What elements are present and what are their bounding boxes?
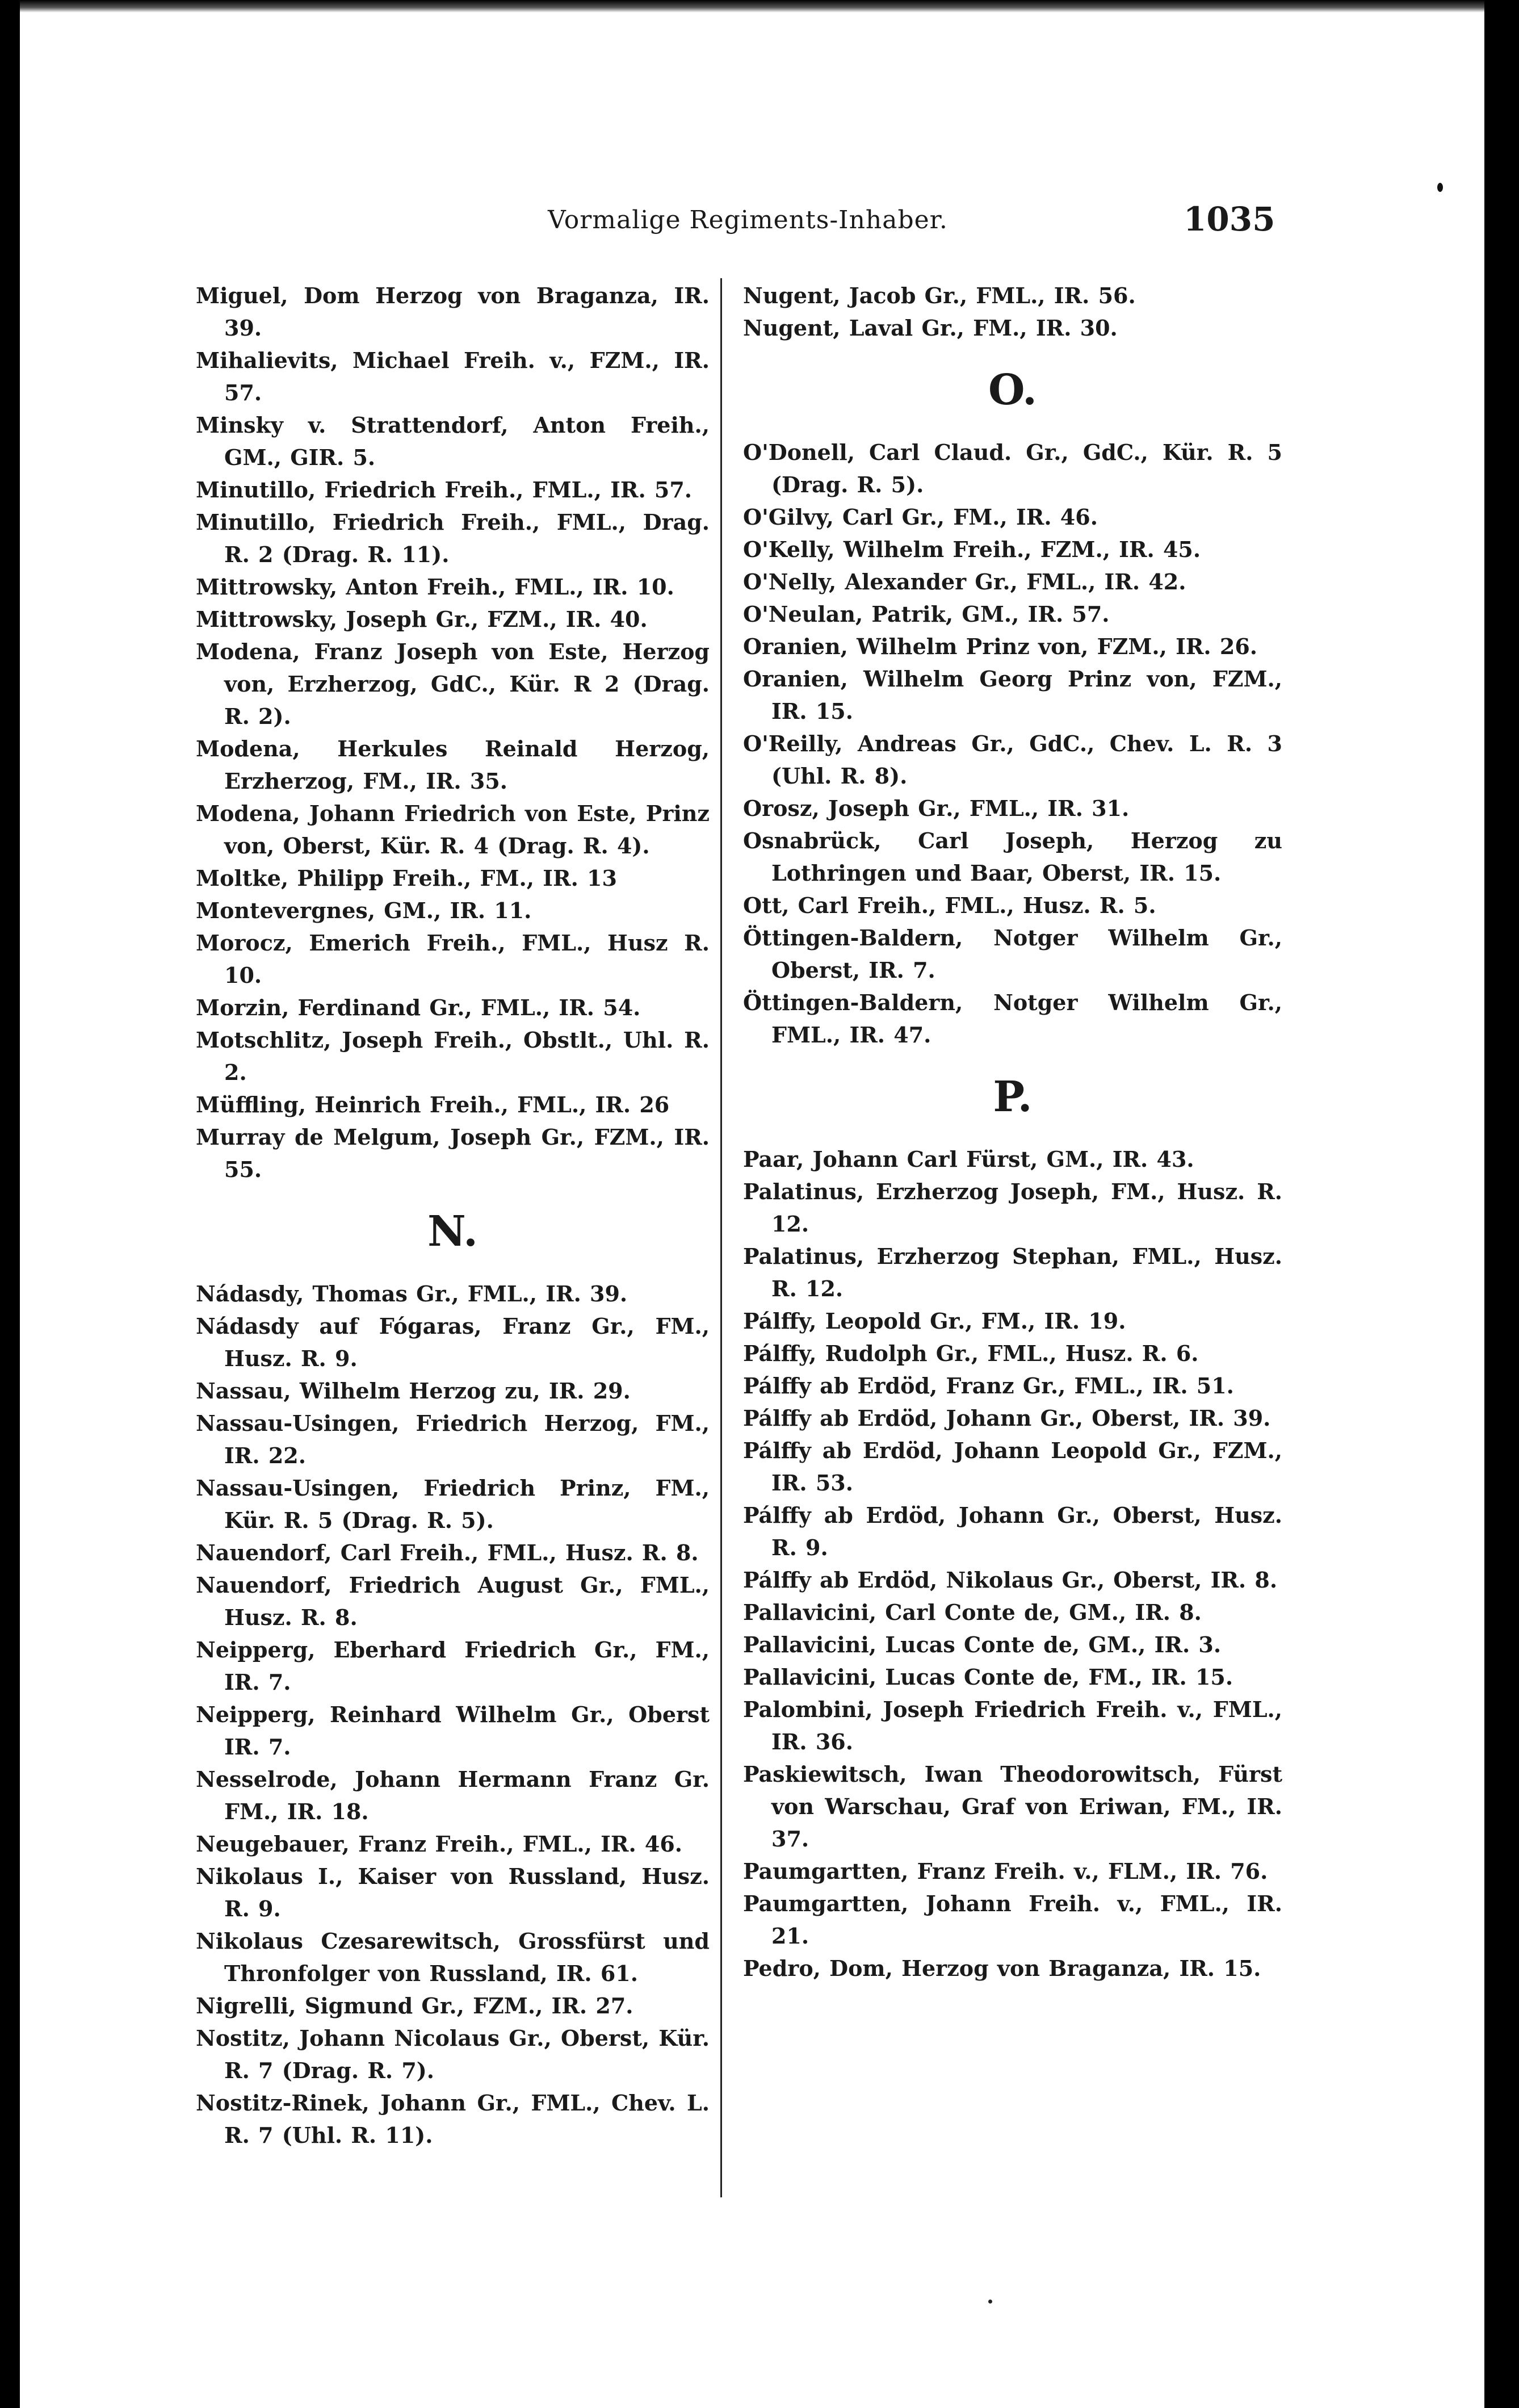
ink-speck: [988, 2300, 992, 2304]
list-item: O'Nelly, Alexander Gr., FML., IR. 42.: [743, 569, 1186, 594]
list-item: Nugent, Laval Gr., FM., IR. 30.: [743, 315, 1118, 341]
section-heading-n: N.: [427, 1207, 478, 1256]
list-item: Palatinus, Erzherzog Joseph, FM., Husz. R. 12.: [743, 1179, 1282, 1237]
right-column: [743, 279, 1282, 1984]
section-heading-o: O.: [988, 366, 1037, 414]
list-item: Nádasdy, Thomas Gr., FML., IR. 39.: [196, 1281, 628, 1306]
list-item: Orosz, Joseph Gr., FML., IR. 31.: [743, 795, 1130, 821]
section-heading-p: P.: [993, 1073, 1033, 1121]
list-item: Pálffy ab Erdöd, Johann Gr., Oberst, Husz. R. 9.: [743, 1502, 1282, 1560]
list-item: Nádasdy auf Fógaras, Franz Gr., FM., Husz. R. 9.: [196, 1313, 710, 1371]
list-item: Pálffy, Rudolph Gr., FML., Husz. R. 6.: [743, 1341, 1199, 1366]
list-item: Modena, Franz Joseph von Este, Herzog von, Erzherzog, GdC., Kür. R 2 (Drag. R. 2).: [196, 639, 710, 729]
list-item: Palombini, Joseph Friedrich Freih. v., FML., IR. 36.: [743, 1697, 1282, 1754]
list-item: Nikolaus Czesarewitsch, Grossfürst und Thronfolger von Russland, IR. 61.: [196, 1928, 710, 1986]
list-item: Pálffy ab Erdöd, Franz Gr., FML., IR. 51.: [743, 1373, 1234, 1398]
list-item: O'Neulan, Patrik, GM., IR. 57.: [743, 601, 1110, 627]
list-item: Minutillo, Friedrich Freih., FML., IR. 57.: [196, 477, 693, 502]
list-item: Oranien, Wilhelm Georg Prinz von, FZM., IR. 15.: [743, 666, 1282, 724]
list-item: Morocz, Emerich Freih., FML., Husz R. 10.: [196, 930, 710, 988]
list-item: Miguel, Dom Herzog von Braganza, IR. 39.: [196, 283, 710, 341]
list-item: Pallavicini, Lucas Conte de, GM., IR. 3.: [743, 1632, 1222, 1657]
list-item: Müffling, Heinrich Freih., FML., IR. 26: [196, 1092, 670, 1117]
entry-list-n: [196, 1278, 710, 2151]
list-item: Mittrowsky, Anton Freih., FML., IR. 10.: [196, 574, 674, 600]
list-item: Öttingen-Baldern, Notger Wilhelm Gr., Oberst, IR. 7.: [743, 925, 1282, 983]
list-item: Motschlitz, Joseph Freih., Obstlt., Uhl. R. 2.: [196, 1027, 710, 1085]
list-item: Nostitz-Rinek, Johann Gr., FML., Chev. L. R. 7 (Uhl. R. 11).: [196, 2090, 710, 2148]
page-number: 1035: [1184, 200, 1275, 238]
list-item: Nugent, Jacob Gr., FML., IR. 56.: [743, 283, 1136, 308]
list-item: Minutillo, Friedrich Freih., FML., Drag. R. 2 (Drag. R. 11).: [196, 509, 710, 567]
list-item: Neugebauer, Franz Freih., FML., IR. 46.: [196, 1831, 683, 1857]
list-item: Nikolaus I., Kaiser von Russland, Husz. R. 9.: [196, 1863, 710, 1921]
list-item: O'Reilly, Andreas Gr., GdC., Chev. L. R. 3 (Uhl. R. 8).: [743, 731, 1282, 789]
list-item: Pallavicini, Carl Conte de, GM., IR. 8.: [743, 1599, 1202, 1625]
list-item: Montevergnes, GM., IR. 11.: [196, 898, 532, 923]
list-item: Nassau-Usingen, Friedrich Prinz, FM., Kür. R. 5 (Drag. R. 5).: [196, 1475, 710, 1533]
ink-spot: [1437, 183, 1443, 192]
list-item: Modena, Herkules Reinald Herzog, Erzherzog, FM., IR. 35.: [196, 736, 710, 794]
list-item: Moltke, Philipp Freih., FM., IR. 13: [196, 865, 617, 891]
list-item: Nassau-Usingen, Friedrich Herzog, FM., IR. 22.: [196, 1410, 710, 1468]
list-item: Mihalievits, Michael Freih. v., FZM., IR. 57.: [196, 347, 710, 405]
list-item: Modena, Johann Friedrich von Este, Prinz von, Oberst, Kür. R. 4 (Drag. R. 4).: [196, 801, 710, 858]
book-page: [20, 0, 1484, 2408]
list-item: Mittrowsky, Joseph Gr., FZM., IR. 40.: [196, 606, 648, 632]
list-item: Oranien, Wilhelm Prinz von, FZM., IR. 26.: [743, 634, 1258, 659]
list-item: Osnabrück, Carl Joseph, Herzog zu Lothringen und Baar, Oberst, IR. 15.: [743, 828, 1282, 886]
list-item: Pálffy ab Erdöd, Johann Gr., Oberst, IR. 39.: [743, 1405, 1271, 1431]
column-divider: [720, 278, 722, 2197]
list-item: Neipperg, Reinhard Wilhelm Gr., Oberst IR. 7.: [196, 1702, 710, 1760]
list-item: Pálffy, Leopold Gr., FM., IR. 19.: [743, 1308, 1126, 1334]
entry-list-o: [743, 436, 1282, 1051]
list-item: Murray de Melgum, Joseph Gr., FZM., IR. 55.: [196, 1124, 710, 1182]
left-column: [196, 279, 710, 2151]
list-item: Nostitz, Johann Nicolaus Gr., Oberst, Kür. R. 7 (Drag. R. 7).: [196, 2025, 710, 2083]
list-item: Neipperg, Eberhard Friedrich Gr., FM., IR. 7.: [196, 1637, 710, 1695]
entry-list-n-continued: [743, 279, 1282, 344]
list-item: O'Kelly, Wilhelm Freih., FZM., IR. 45.: [743, 537, 1201, 562]
entry-list-p: [743, 1143, 1282, 1984]
list-item: Pedro, Dom, Herzog von Braganza, IR. 15.: [743, 1955, 1261, 1981]
entry-list-m: [196, 279, 710, 1186]
list-item: Palatinus, Erzherzog Stephan, FML., Husz. R. 12.: [743, 1243, 1282, 1301]
list-item: Paar, Johann Carl Fürst, GM., IR. 43.: [743, 1146, 1194, 1172]
running-title: Vormalige Regiments-Inhaber.: [548, 206, 948, 234]
list-item: O'Gilvy, Carl Gr., FM., IR. 46.: [743, 504, 1098, 530]
list-item: Pálffy ab Erdöd, Nikolaus Gr., Oberst, IR. 8.: [743, 1567, 1278, 1593]
list-item: Paumgartten, Franz Freih. v., FLM., IR. 76.: [743, 1858, 1268, 1884]
list-item: Nauendorf, Friedrich August Gr., FML., Husz. R. 8.: [196, 1572, 710, 1630]
list-item: Pallavicini, Lucas Conte de, FM., IR. 15.: [743, 1664, 1233, 1690]
list-item: Nauendorf, Carl Freih., FML., Husz. R. 8.: [196, 1540, 699, 1565]
list-item: Paumgartten, Johann Freih. v., FML., IR. 21.: [743, 1891, 1282, 1949]
list-item: Minsky v. Strattendorf, Anton Freih., GM., GIR. 5.: [196, 412, 710, 470]
list-item: Paskiewitsch, Iwan Theodorowitsch, Fürst von Warschau, Graf von Eriwan, FM., IR. 37.: [743, 1761, 1282, 1852]
list-item: Morzin, Ferdinand Gr., FML., IR. 54.: [196, 995, 641, 1020]
list-item: O'Donell, Carl Claud. Gr., GdC., Kür. R. 5 (Drag. R. 5).: [743, 439, 1282, 497]
list-item: Nassau, Wilhelm Herzog zu, IR. 29.: [196, 1378, 631, 1404]
list-item: Öttingen-Baldern, Notger Wilhelm Gr., FML., IR. 47.: [743, 990, 1282, 1048]
list-item: Nigrelli, Sigmund Gr., FZM., IR. 27.: [196, 1993, 633, 2018]
list-item: Pálffy ab Erdöd, Johann Leopold Gr., FZM., IR. 53.: [743, 1438, 1282, 1496]
list-item: Ott, Carl Freih., FML., Husz. R. 5.: [743, 893, 1156, 918]
list-item: Nesselrode, Johann Hermann Franz Gr. FM., IR. 18.: [196, 1766, 710, 1824]
